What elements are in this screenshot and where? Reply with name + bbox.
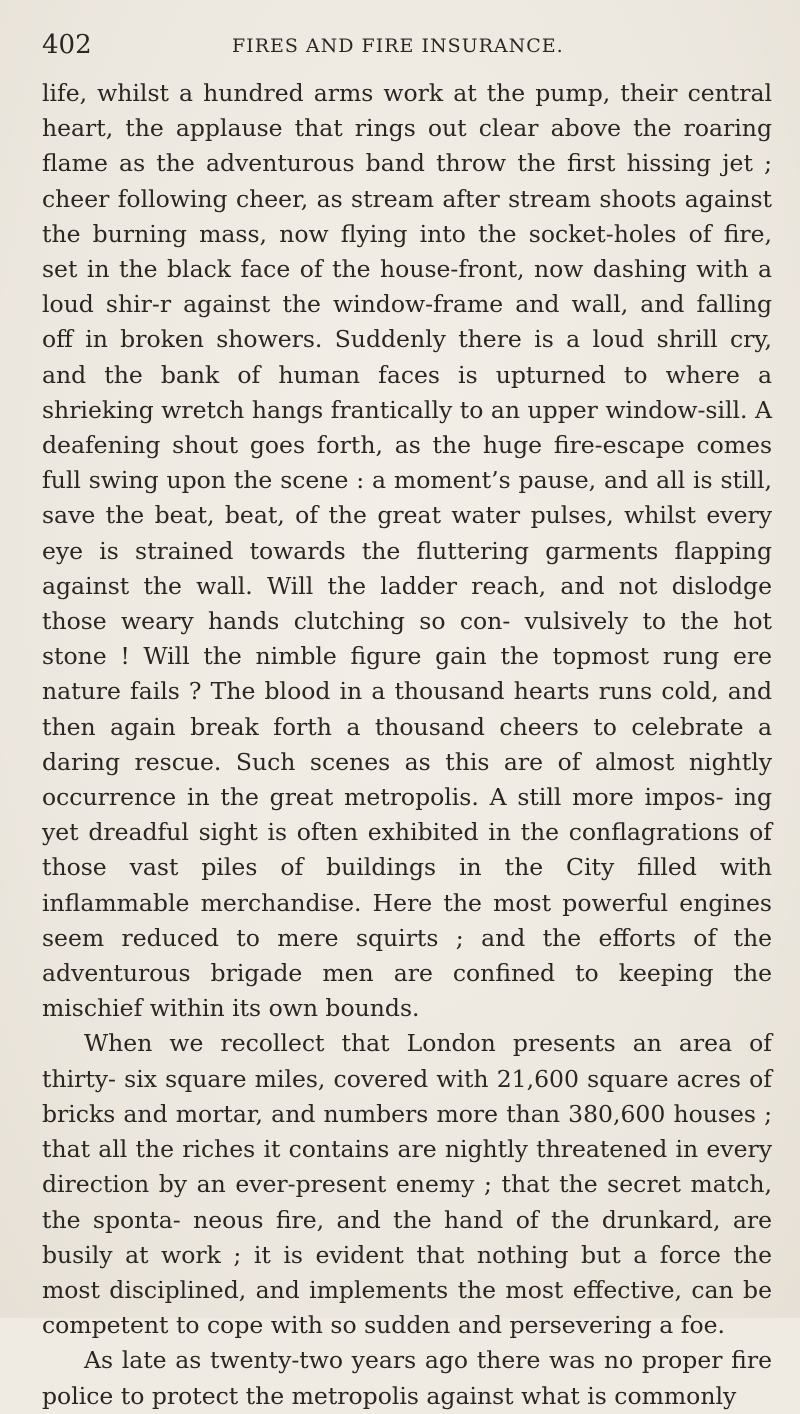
running-title: FIRES AND FIRE INSURANCE. — [232, 35, 564, 57]
running-head — [42, 30, 772, 60]
page-number: 402 — [42, 30, 92, 60]
paragraph-london-area: When we recollect that London presents an area of thirty- six square miles, covered with 21,600 square acres of bricks and mortar, and numbers more than 380,600 houses ; that all the riches it contains are nightly threatened in every direction by an ever-present enemy ; that the secret match, the sponta- neous fire, and the hand of the drunkard, are busily at work ; it is evident that nothing but a force the most disciplined, and implements the most effective, can be competent to cope with so sudden and persevering a foe. — [42, 1029, 772, 1340]
body-text — [42, 76, 772, 1414]
paragraph-fire-police: As late as twenty-two years ago there was no proper fire police to protect the metropolis against what is commonly — [42, 1346, 772, 1410]
paragraph-continued: life, whilst a hundred arms work at the pump, their central heart, the applause that rings out clear above the roaring flame as the adventurous band throw the first hissing jet ; cheer following cheer, as stream after stream shoots against the burning mass, now flying into the socket-holes of fire, set in the black face of the house-front, now dashing with a loud shir-r against the window-frame and wall, and falling off in broken showers. Suddenly there is a loud shrill cry, and the bank of human faces is upturned to where a shrieking wretch hangs frantically to an upper window-sill. A deafening shout goes forth, as the huge fire-escape comes full swing upon the scene : a moment’s pause, and all is still, save the beat, beat, of the great water pulses, whilst every eye is strained towards the fluttering garments flapping against the wall. Will the ladder reach, and not dislodge those weary hands clutching so con- vulsively to the hot stone ! Will the nimble figure gain the topmost rung ere nature fails ? The blood in a thousand hearts runs cold, and then again break forth a thousand cheers to celebrate a daring rescue. Such scenes as this are of almost nightly occurrence in the great metropolis. A still more impos- ing yet dreadful sight is often exhibited in the conflagrations of those vast piles of buildings in the City filled with inflammable merchandise. Here the most powerful engines seem reduced to mere squirts ; and the efforts of the adventurous brigade men are confined to keeping the mischief within its own bounds. — [42, 79, 772, 1023]
